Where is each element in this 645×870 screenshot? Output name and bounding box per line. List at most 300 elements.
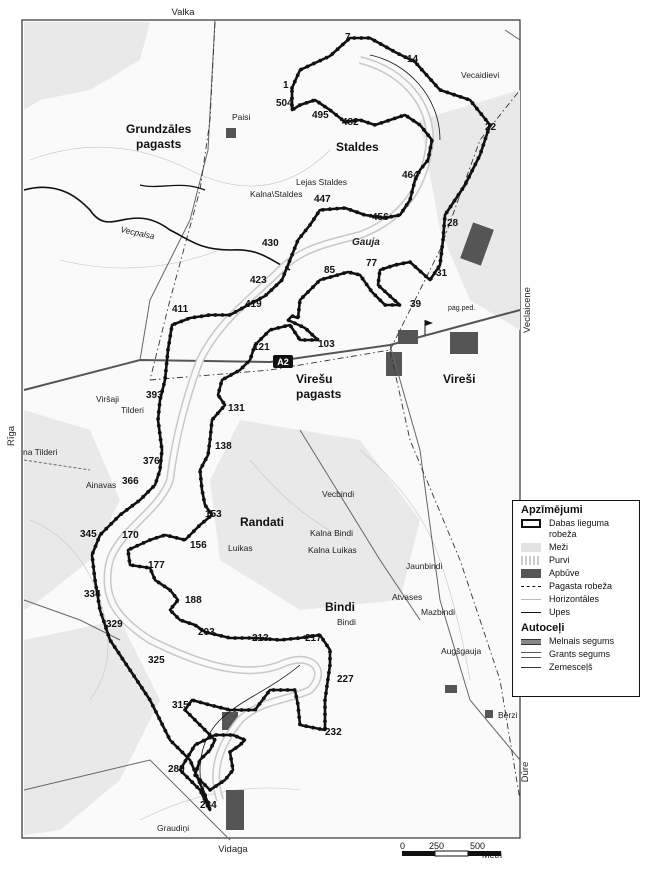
boundary-marker (247, 636, 251, 640)
boundary-marker (440, 245, 444, 249)
boundary-marker (279, 688, 283, 692)
boundary-marker (207, 313, 211, 317)
boundary-marker (352, 36, 356, 40)
boundary-marker (208, 788, 212, 792)
boundary-marker (229, 770, 233, 774)
boundary-marker (393, 299, 397, 303)
boundary-marker (152, 576, 156, 580)
svg-text:A2: A2 (277, 357, 289, 367)
boundary-marker (373, 293, 377, 297)
point-213: 213 (252, 633, 269, 644)
scale-tick-500: 500 (470, 841, 486, 851)
boundary-marker (425, 73, 429, 77)
place-ainavas: Ainavas (86, 480, 117, 490)
point-393: 393 (146, 390, 163, 401)
boundary-marker (164, 369, 168, 373)
boundary-marker (397, 303, 401, 307)
boundary-marker (136, 680, 140, 684)
boundary-marker (166, 348, 170, 352)
dirt-road-icon (519, 662, 545, 673)
boundary-marker (298, 722, 302, 726)
boundary-marker (434, 83, 438, 87)
boundary-marker (210, 423, 214, 427)
edge-south: Vidaga (218, 844, 248, 855)
boundary-marker (312, 217, 316, 221)
boundary-marker (219, 706, 223, 710)
boundary-marker (467, 175, 471, 179)
scale-tick-0: 0 (400, 841, 406, 851)
boundary-marker (410, 190, 414, 194)
boundary-marker (323, 698, 327, 702)
legend-item-boundary (519, 518, 639, 540)
boundary-marker (168, 534, 172, 538)
boundary-marker (390, 303, 394, 307)
boundary-marker (341, 43, 345, 47)
point-482: 482 (342, 117, 359, 128)
boundary-marker (124, 663, 128, 667)
boundary-marker (442, 231, 446, 235)
boundary-marker (162, 383, 166, 387)
boundary-marker (202, 739, 206, 743)
boundary-marker (296, 702, 300, 706)
boundary-marker (229, 373, 233, 377)
point-456: 456 (372, 212, 389, 223)
boundary-marker (158, 403, 162, 407)
boundary-marker (198, 780, 202, 784)
point-423: 423 (250, 275, 267, 286)
boundary-marker (481, 143, 485, 147)
boundary-marker (106, 633, 110, 637)
boundary-marker (128, 668, 132, 672)
boundary-marker (160, 723, 164, 727)
boundary-marker (439, 88, 443, 92)
boundary-marker (131, 564, 135, 568)
point-447: 447 (314, 194, 331, 205)
boundary-marker (234, 310, 238, 314)
boundary-marker (381, 267, 385, 271)
boundary-marker (269, 288, 273, 292)
boundary-marker (484, 118, 488, 122)
point-177: 177 (148, 560, 165, 571)
point-329: 329 (106, 619, 123, 630)
boundary-marker (305, 101, 309, 105)
boundary-marker (182, 538, 186, 542)
boundary-marker (329, 109, 333, 113)
boundary-marker (283, 324, 287, 328)
boundary-marker (459, 95, 463, 99)
boundary-marker (378, 285, 382, 289)
boundary-marker (301, 295, 305, 299)
boundary-marker (201, 491, 205, 495)
place-virsaji: Viršaji (96, 394, 119, 404)
place-gauja: Gauja (352, 237, 380, 248)
point-495: 495 (312, 110, 329, 121)
boundary-marker (221, 406, 225, 410)
boundary-marker (226, 708, 230, 712)
boundary-marker (412, 119, 416, 123)
boundary-marker (202, 520, 206, 524)
boundary-marker (402, 261, 406, 265)
boundary-marker (156, 417, 160, 421)
boundary-marker (121, 657, 125, 661)
boundary-marker (93, 579, 97, 583)
legend-item-swamp (519, 555, 639, 566)
boundary-marker (323, 719, 327, 723)
place-berzi: Bērzi (498, 710, 518, 720)
boundary-marker (100, 613, 104, 617)
boundary-marker (289, 325, 293, 329)
boundary-marker (373, 39, 377, 43)
boundary-marker (188, 713, 192, 717)
place-tilderi: Tilderi (121, 405, 144, 415)
boundary-marker (148, 698, 152, 702)
boundary-marker (366, 36, 370, 40)
boundary-marker (457, 193, 461, 197)
boundary-marker (342, 206, 346, 210)
boundary-marker (214, 733, 218, 737)
boundary-marker (321, 638, 325, 642)
boundary-marker (479, 150, 483, 154)
boundary-marker (266, 691, 270, 695)
boundary-marker (291, 314, 295, 318)
boundary-marker (173, 322, 177, 326)
boundary-marker (391, 49, 395, 53)
boundary-marker (380, 121, 384, 125)
boundary-marker (299, 68, 303, 72)
boundary-marker (240, 708, 244, 712)
place-jaunbindi: Jaunbindi (406, 561, 443, 571)
boundary-marker (426, 133, 430, 137)
boundary-marker (449, 205, 453, 209)
boundary-marker (355, 210, 359, 214)
point-315: 315 (172, 700, 189, 711)
road-a2-shield (273, 355, 293, 368)
boundary-marker (473, 163, 477, 167)
boundary-marker (104, 527, 108, 531)
point-85: 85 (324, 265, 336, 276)
boundary-marker (285, 266, 289, 270)
boundary-marker (395, 263, 399, 267)
point-203: 203 (198, 627, 215, 638)
point-170: 170 (122, 530, 139, 541)
boundary-marker (262, 696, 266, 700)
boundary-marker (369, 288, 373, 292)
place-mazbindi: Mazbindi (421, 607, 456, 617)
edge-west: Rīga (6, 425, 17, 447)
boundary-marker (287, 318, 291, 322)
boundary-marker (334, 113, 338, 117)
boundary-marker (275, 283, 279, 287)
boundary-marker (282, 638, 286, 642)
boundary-marker (155, 479, 159, 483)
boundary-marker (163, 585, 167, 589)
point-345: 345 (80, 529, 97, 540)
boundary-marker (207, 444, 211, 448)
region-viresi: Vireši (443, 372, 476, 386)
boundary-marker (275, 638, 279, 642)
boundary-marker (175, 615, 179, 619)
point-284: 284 (200, 800, 217, 811)
boundary-marker (191, 747, 195, 751)
region-grundzales-2: pagasts (136, 137, 182, 151)
boundary-marker (328, 650, 332, 654)
boundary-marker (92, 572, 96, 576)
boundary-marker (439, 259, 443, 263)
boundary-marker (199, 701, 203, 705)
boundary-marker (216, 411, 220, 415)
legend-label-gravel: Grants segums (549, 649, 611, 659)
boundary-marker (308, 223, 312, 227)
boundary-marker (200, 484, 204, 488)
boundary-marker (168, 589, 172, 593)
boundary-marker (176, 746, 180, 750)
boundary-marker (146, 490, 150, 494)
boundary-marker (294, 695, 298, 699)
boundary-marker (365, 283, 369, 287)
boundary-marker (197, 524, 201, 528)
boundary-marker (91, 558, 95, 562)
boundary-marker (217, 395, 221, 399)
boundary-marker (441, 238, 445, 242)
boundary-marker (209, 430, 213, 434)
boundary-marker (204, 504, 208, 508)
legend-item-rivers (519, 607, 639, 618)
place-vecbindi: Vecbindi (322, 489, 355, 499)
boundary-marker (241, 366, 245, 370)
point-7: 7 (345, 32, 351, 43)
boundary-marker (175, 536, 179, 540)
boundary-marker (240, 636, 244, 640)
boundary-marker (233, 636, 237, 640)
point-464: 464 (402, 170, 419, 181)
boundary-marker (203, 728, 207, 732)
boundary-marker (405, 203, 409, 207)
boundary-marker (429, 277, 433, 281)
forest-icon (519, 542, 545, 553)
boundary-marker (317, 101, 321, 105)
boundary-marker (383, 290, 387, 294)
gravel-road-icon (519, 649, 545, 660)
boundary-marker (379, 42, 383, 46)
boundary-marker (401, 209, 405, 213)
point-232: 232 (325, 727, 342, 738)
boundary-marker (293, 331, 297, 335)
boundary-marker (396, 214, 400, 218)
boundary-marker (208, 437, 212, 441)
boundary-marker (98, 606, 102, 610)
boundary-marker (427, 153, 431, 157)
boundary-marker (445, 211, 449, 215)
scale-tick-250: 250 (429, 841, 445, 851)
boundary-marker (192, 529, 196, 533)
boundary-marker (349, 271, 353, 275)
boundary-marker (419, 270, 423, 274)
place-augsgauja: Augšgauja (441, 646, 482, 656)
place-atvases: Atvases (392, 592, 423, 602)
boundary-marker (230, 764, 234, 768)
boundary-marker (324, 691, 328, 695)
legend-item-contours (519, 594, 639, 605)
boundary-marker (362, 213, 366, 217)
boundary-marker (94, 544, 98, 548)
boundary-marker (246, 361, 250, 365)
boundary-marker (471, 101, 475, 105)
boundary-marker (160, 452, 164, 456)
boundary-marker (160, 445, 164, 449)
boundary-marker (366, 121, 370, 125)
boundary-marker (140, 686, 144, 690)
boundary-marker (114, 517, 118, 521)
boundary-marker (325, 56, 329, 60)
boundary-marker (290, 253, 294, 257)
boundary-marker (258, 702, 262, 706)
point-153: 153 (205, 509, 222, 520)
boundary-marker (200, 314, 204, 318)
boundary-marker (219, 634, 223, 638)
legend-label-asphalt: Melnais segums (549, 636, 615, 646)
boundary-marker (383, 303, 387, 307)
boundary-marker (289, 637, 293, 641)
boundary-marker (136, 500, 140, 504)
boundary-marker (223, 377, 227, 381)
boundary-marker (259, 337, 263, 341)
boundary-marker (293, 688, 297, 692)
parish-border-icon (519, 581, 545, 592)
boundary-marker (154, 710, 158, 714)
boundary-marker (144, 692, 148, 696)
boundary-marker (430, 139, 434, 143)
boundary-marker (442, 224, 446, 228)
boundary-marker (109, 522, 113, 526)
boundary-marker (167, 735, 171, 739)
boundary-marker (219, 382, 223, 386)
boundary-marker (186, 317, 190, 321)
boundary-marker (109, 639, 113, 643)
boundary-marker (311, 726, 315, 730)
boundary-marker (373, 123, 377, 127)
region-grundzales: Grundzāles (126, 122, 192, 136)
boundary-marker (264, 332, 268, 336)
boundary-marker (151, 485, 155, 489)
boundary-marker (249, 355, 253, 359)
boundary-marker (349, 208, 353, 212)
point-1: 1 (283, 80, 289, 91)
edge-east: Veclaicene (522, 287, 533, 333)
boundary-marker (207, 750, 211, 754)
boundary-marker (228, 313, 232, 317)
boundary-marker (282, 272, 286, 276)
boundary-marker (311, 285, 315, 289)
boundary-marker (138, 565, 142, 569)
boundary-marker (221, 401, 225, 405)
boundary-marker (327, 671, 331, 675)
boundary-marker (470, 169, 474, 173)
boundary-marker (378, 298, 382, 302)
boundary-marker (296, 315, 300, 319)
boundary-marker (189, 761, 193, 765)
point-217: 217 (305, 633, 322, 644)
boundary-marker (424, 274, 428, 278)
boundary-marker (414, 265, 418, 269)
boundary-marker (200, 787, 204, 791)
boundary-marker (296, 636, 300, 640)
boundary-marker (270, 328, 274, 332)
boundary-marker (336, 47, 340, 51)
boundary-marker (377, 279, 381, 283)
point-334: 334 (84, 589, 101, 600)
point-31: 31 (436, 268, 448, 279)
boundary-marker (421, 165, 425, 169)
boundary-marker (293, 321, 297, 325)
point-376: 376 (143, 456, 160, 467)
boundary-marker (206, 451, 210, 455)
contour-icon (519, 594, 545, 605)
boundary-marker (297, 308, 301, 312)
boundary-marker (213, 738, 217, 742)
boundary-marker (304, 229, 308, 233)
point-121: 121 (253, 342, 270, 353)
edge-southeast: Dūre (520, 761, 531, 783)
place-pag-ped: pag.ped. (448, 305, 476, 312)
boundary-marker (293, 246, 297, 250)
boundary-marker (212, 704, 216, 708)
boundary-marker (155, 536, 159, 540)
boundary-marker (323, 105, 327, 109)
boundary-marker (217, 389, 221, 393)
boundary-marker (272, 688, 276, 692)
boundary-marker (91, 551, 95, 555)
boundary-marker (304, 724, 308, 728)
boundary-marker (159, 438, 163, 442)
boundary-marker (335, 207, 339, 211)
legend-item-buildings (519, 568, 639, 579)
legend-item-forest (519, 542, 639, 553)
point-430: 430 (262, 238, 279, 249)
legend-item-dirt (519, 662, 639, 673)
legend-label-boundary: Dabas lieguma robeža (549, 518, 610, 539)
swamp-icon (519, 555, 545, 566)
point-419: 419 (245, 299, 262, 310)
point-188: 188 (185, 595, 202, 606)
boundary-marker (173, 594, 177, 598)
place-vecpalsa: Vecpalsa (119, 224, 156, 242)
boundary-marker (92, 565, 96, 569)
point-131: 131 (228, 403, 245, 414)
boundary-marker (422, 128, 426, 132)
boundary-marker (342, 271, 346, 275)
point-156: 156 (190, 540, 207, 551)
boundary-marker (445, 91, 449, 95)
point-138: 138 (215, 441, 232, 452)
boundary-marker (297, 336, 301, 340)
boundary-marker (168, 334, 172, 338)
legend-item-gravel (519, 649, 639, 660)
boundary-marker (328, 207, 332, 211)
boundary-marker (321, 208, 325, 212)
boundary-marker (235, 370, 239, 374)
boundary-marker (386, 119, 390, 123)
boundary-marker (199, 477, 203, 481)
place-kalna-staldes: Kalna\Staldes (250, 189, 303, 199)
map-legend (512, 500, 640, 697)
boundary-marker (204, 458, 208, 462)
boundary-marker (465, 97, 469, 101)
buildings-icon (519, 568, 545, 579)
boundary-marker (192, 699, 196, 703)
boundary-marker (305, 328, 309, 332)
boundary-marker (157, 424, 161, 428)
asphalt-road-icon (519, 636, 545, 647)
